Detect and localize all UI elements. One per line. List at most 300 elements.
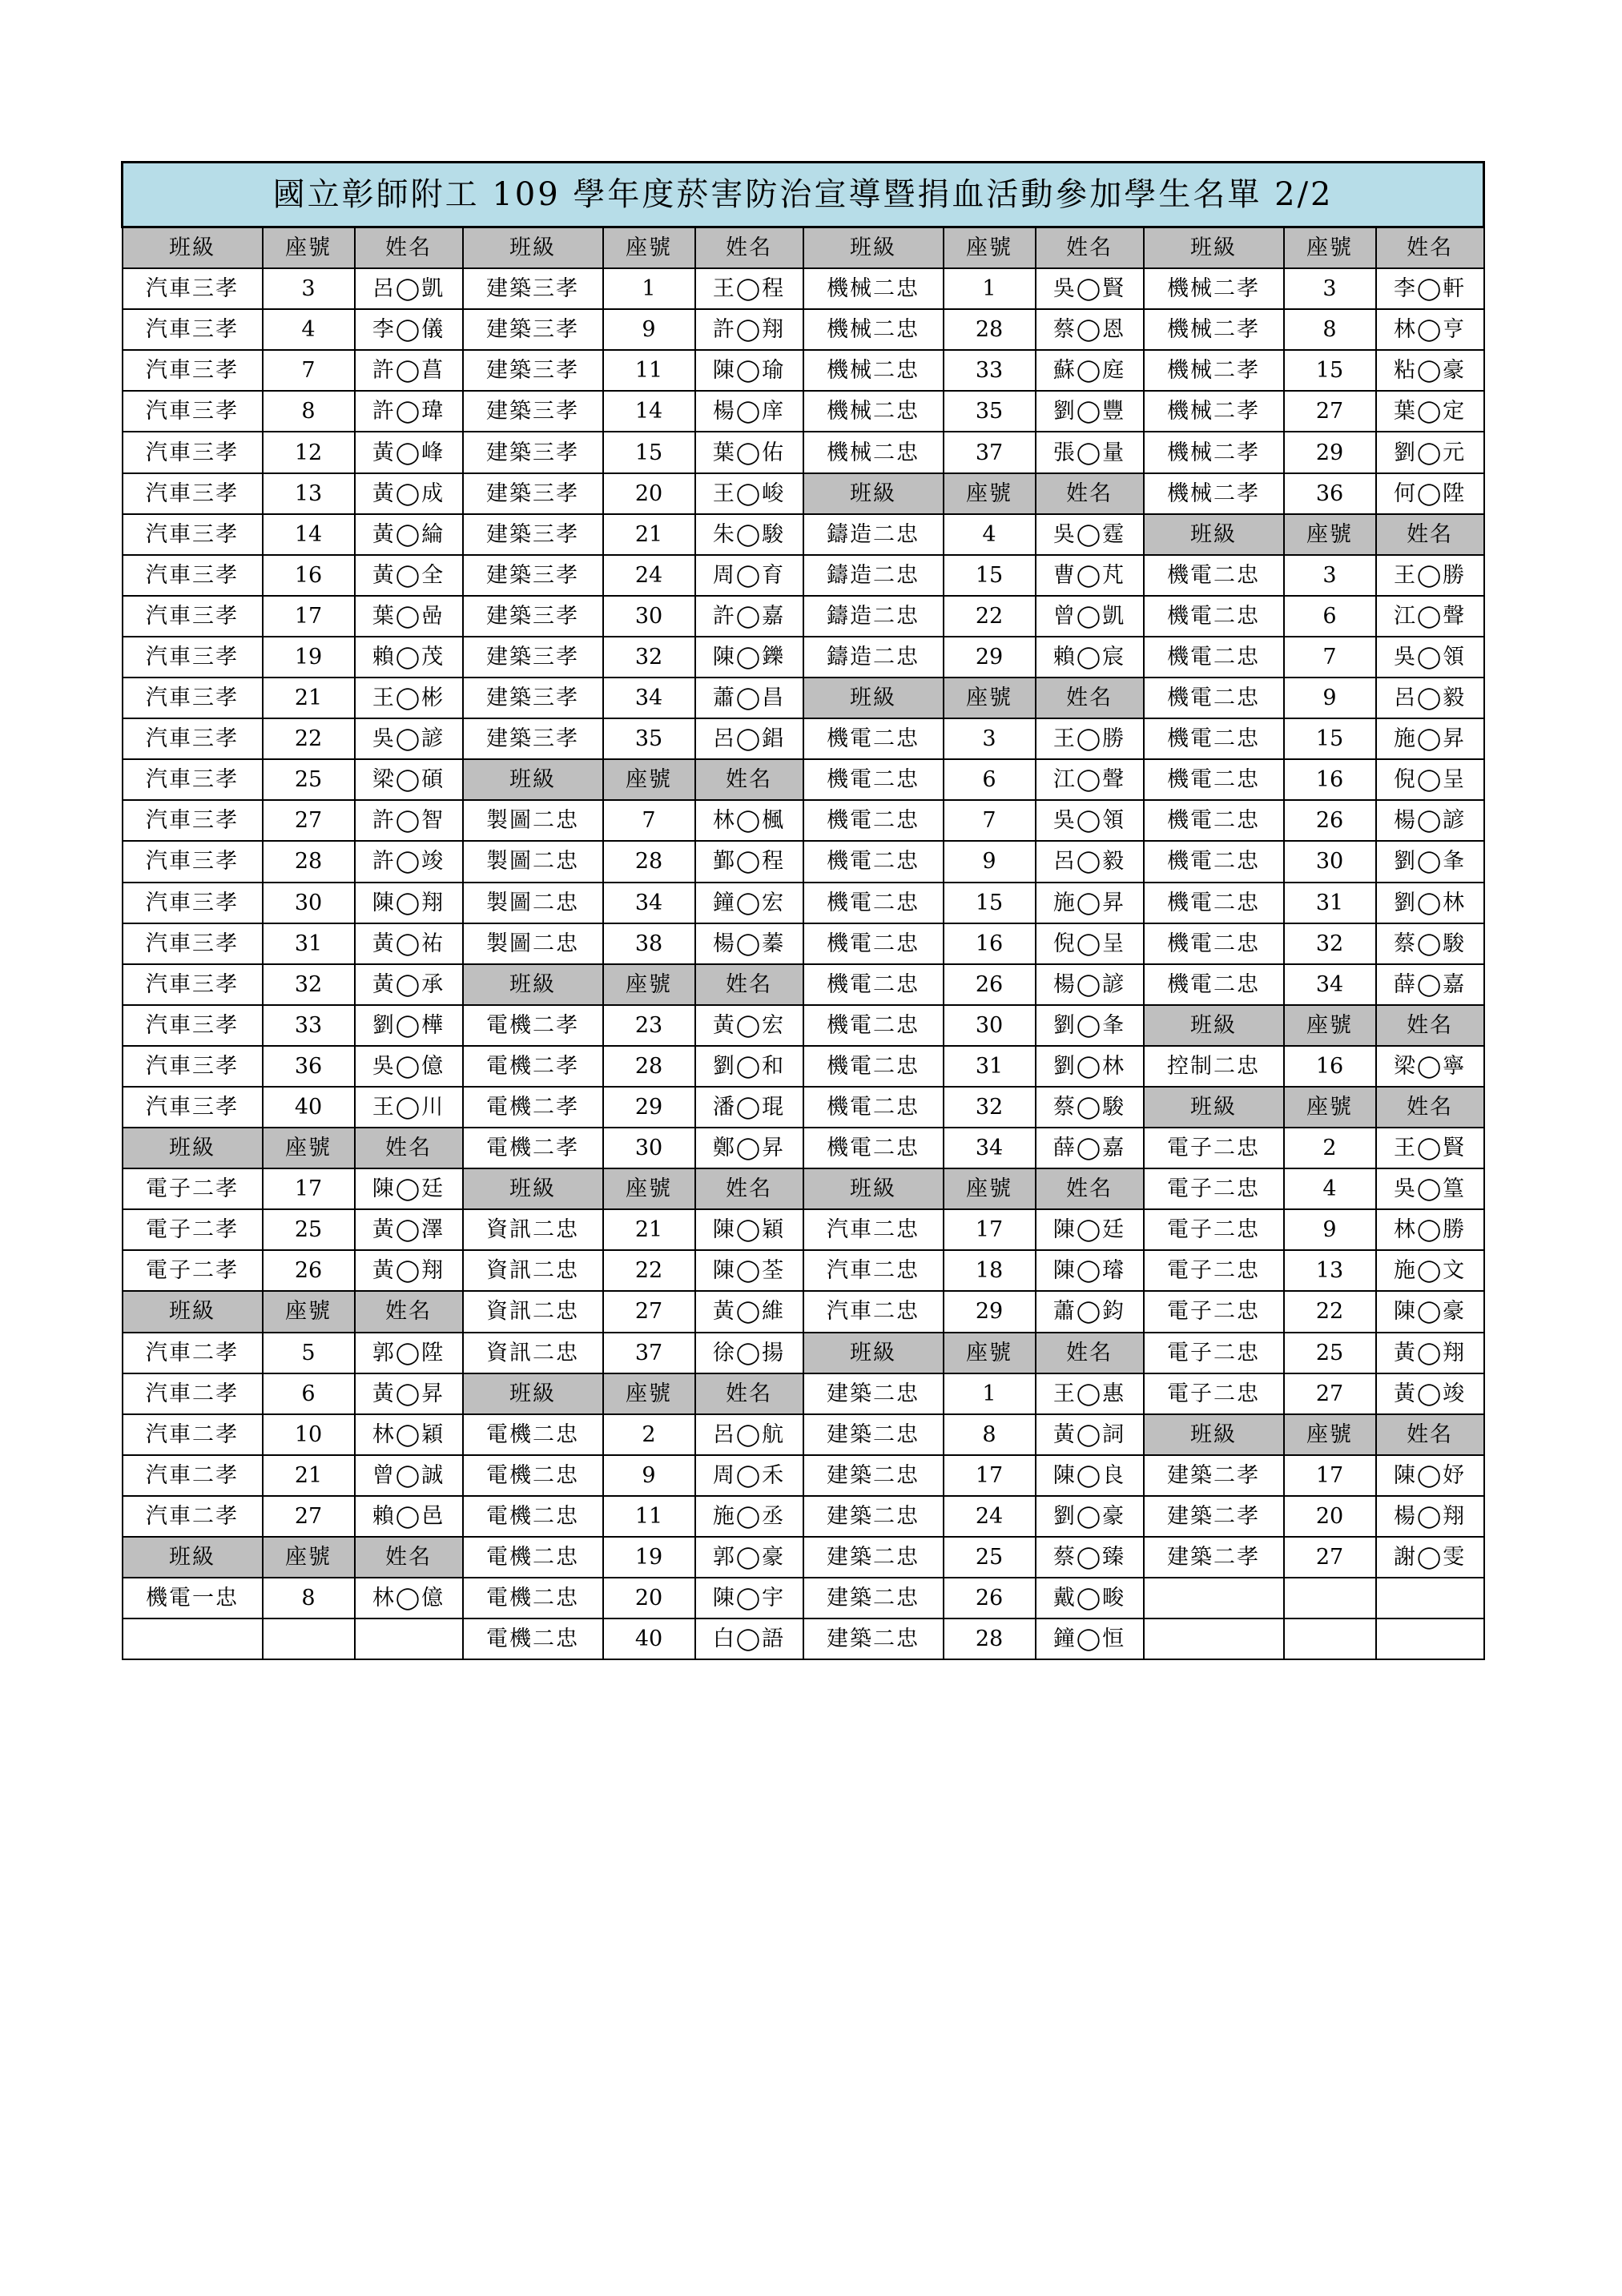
cell-name: 陳◯廷 bbox=[1036, 1209, 1144, 1250]
cell-class: 建築三孝 bbox=[463, 268, 603, 309]
cell-seat: 15 bbox=[944, 883, 1036, 923]
cell-seat: 6 bbox=[1284, 596, 1376, 637]
cell-class: 汽車三孝 bbox=[123, 1046, 263, 1087]
cell-seat: 15 bbox=[944, 555, 1036, 596]
table-row bbox=[123, 596, 1484, 637]
cell-class: 汽車二忠 bbox=[803, 1209, 944, 1250]
cell-seat: 29 bbox=[603, 1087, 695, 1128]
cell-class: 建築二忠 bbox=[803, 1496, 944, 1537]
column-header-class: 班級 bbox=[803, 473, 944, 514]
column-header-class: 班級 bbox=[123, 1537, 263, 1578]
cell-seat: 32 bbox=[603, 637, 695, 678]
cell-class: 建築二孝 bbox=[1144, 1496, 1284, 1537]
cell-seat: 15 bbox=[1284, 718, 1376, 759]
cell-class: 建築三孝 bbox=[463, 350, 603, 391]
cell-name: 蕭◯鈞 bbox=[1036, 1291, 1144, 1332]
column-header-class: 班級 bbox=[1144, 1087, 1284, 1128]
cell-class: 機械二忠 bbox=[803, 391, 944, 432]
cell-class: 汽車二忠 bbox=[803, 1291, 944, 1332]
cell-name: 施◯丞 bbox=[695, 1496, 803, 1537]
cell-class: 電子二忠 bbox=[1144, 1128, 1284, 1168]
column-header-seat: 座號 bbox=[263, 1128, 355, 1168]
cell-class: 建築三孝 bbox=[463, 596, 603, 637]
column-header-name: 姓名 bbox=[695, 227, 803, 269]
cell-class: 建築三孝 bbox=[463, 391, 603, 432]
table-row bbox=[123, 1087, 1484, 1128]
cell-name: 陳◯翔 bbox=[355, 883, 463, 923]
cell-seat: 22 bbox=[944, 596, 1036, 637]
cell-seat: 28 bbox=[944, 1618, 1036, 1659]
cell-class: 機械二孝 bbox=[1144, 473, 1284, 514]
column-header-name: 姓名 bbox=[1036, 1168, 1144, 1209]
cell-seat: 10 bbox=[263, 1414, 355, 1455]
cell-class: 汽車三孝 bbox=[123, 964, 263, 1005]
cell-name: 黃◯竣 bbox=[1376, 1373, 1484, 1414]
cell-name: 陳◯妤 bbox=[1376, 1455, 1484, 1496]
cell-name: 楊◯蓁 bbox=[695, 923, 803, 964]
cell-class: 機電一忠 bbox=[123, 1578, 263, 1618]
table-row bbox=[123, 1128, 1484, 1168]
cell-seat: 30 bbox=[603, 1128, 695, 1168]
cell-name: 黃◯維 bbox=[695, 1291, 803, 1332]
cell-name: 曹◯芃 bbox=[1036, 555, 1144, 596]
cell-class: 機電二忠 bbox=[1144, 555, 1284, 596]
cell-class: 控制二忠 bbox=[1144, 1046, 1284, 1087]
cell-name: 陳◯鑠 bbox=[695, 637, 803, 678]
cell-class: 汽車三孝 bbox=[123, 883, 263, 923]
cell-seat: 1 bbox=[603, 268, 695, 309]
cell-class: 機電二忠 bbox=[1144, 883, 1284, 923]
column-header-name: 姓名 bbox=[695, 759, 803, 800]
cell-name: 鄭◯昇 bbox=[695, 1128, 803, 1168]
cell-class: 機電二忠 bbox=[1144, 759, 1284, 800]
table-row bbox=[123, 800, 1484, 841]
cell-seat: 7 bbox=[944, 800, 1036, 841]
cell-class: 機械二忠 bbox=[803, 268, 944, 309]
column-header-class: 班級 bbox=[123, 1128, 263, 1168]
cell-name: 施◯文 bbox=[1376, 1250, 1484, 1291]
cell-name: 李◯軒 bbox=[1376, 268, 1484, 309]
cell-seat: 26 bbox=[944, 1578, 1036, 1618]
cell-seat: 3 bbox=[1284, 268, 1376, 309]
cell-class: 電機二忠 bbox=[463, 1537, 603, 1578]
cell-seat: 9 bbox=[603, 309, 695, 350]
cell-seat: 6 bbox=[263, 1373, 355, 1414]
column-header-seat: 座號 bbox=[1284, 1414, 1376, 1455]
cell-name: 梁◯寧 bbox=[1376, 1046, 1484, 1087]
column-header-name: 姓名 bbox=[1376, 1087, 1484, 1128]
cell-seat: 40 bbox=[263, 1087, 355, 1128]
cell-seat: 22 bbox=[1284, 1291, 1376, 1332]
column-header-name: 姓名 bbox=[355, 1128, 463, 1168]
cell-seat: 26 bbox=[944, 964, 1036, 1005]
cell-class: 機電二忠 bbox=[803, 800, 944, 841]
cell-name: 楊◯庠 bbox=[695, 391, 803, 432]
cell-name: 林◯勝 bbox=[1376, 1209, 1484, 1250]
cell-seat: 11 bbox=[603, 350, 695, 391]
column-header-name: 姓名 bbox=[1036, 227, 1144, 269]
cell-class: 汽車三孝 bbox=[123, 473, 263, 514]
cell-name: 葉◯佑 bbox=[695, 432, 803, 472]
cell-seat: 28 bbox=[603, 1046, 695, 1087]
cell-class: 建築二忠 bbox=[803, 1578, 944, 1618]
cell-name: 施◯昇 bbox=[1376, 718, 1484, 759]
cell-seat: 33 bbox=[263, 1005, 355, 1046]
cell-seat: 17 bbox=[263, 596, 355, 637]
cell-name: 郭◯豪 bbox=[695, 1537, 803, 1578]
cell-class: 建築三孝 bbox=[463, 309, 603, 350]
cell-seat: 3 bbox=[263, 268, 355, 309]
cell-seat: 9 bbox=[944, 841, 1036, 882]
cell-name: 鐘◯恒 bbox=[1036, 1618, 1144, 1659]
cell-class: 電子二孝 bbox=[123, 1250, 263, 1291]
cell-name: 李◯儀 bbox=[355, 309, 463, 350]
cell-seat: 6 bbox=[944, 759, 1036, 800]
table-row bbox=[123, 1455, 1484, 1496]
cell-class: 建築二忠 bbox=[803, 1414, 944, 1455]
cell-seat: 8 bbox=[263, 1578, 355, 1618]
cell-name: 林◯穎 bbox=[355, 1414, 463, 1455]
cell-class: 機電二忠 bbox=[1144, 800, 1284, 841]
cell-name: 施◯昇 bbox=[1036, 883, 1144, 923]
cell-seat: 7 bbox=[1284, 637, 1376, 678]
cell-class: 電子二忠 bbox=[1144, 1291, 1284, 1332]
cell-seat: 38 bbox=[603, 923, 695, 964]
cell-seat: 20 bbox=[1284, 1496, 1376, 1537]
cell-name: 周◯禾 bbox=[695, 1455, 803, 1496]
cell-seat: 4 bbox=[263, 309, 355, 350]
cell-name: 許◯竣 bbox=[355, 841, 463, 882]
column-header-class: 班級 bbox=[463, 1168, 603, 1209]
cell-name: 許◯翔 bbox=[695, 309, 803, 350]
column-header-seat: 座號 bbox=[603, 227, 695, 269]
cell-class bbox=[1144, 1618, 1284, 1659]
cell-name: 陳◯璿 bbox=[1036, 1250, 1144, 1291]
table-row bbox=[123, 350, 1484, 391]
cell-class: 機械二忠 bbox=[803, 350, 944, 391]
cell-name: 黃◯澤 bbox=[355, 1209, 463, 1250]
cell-seat: 25 bbox=[263, 759, 355, 800]
cell-seat: 37 bbox=[944, 432, 1036, 472]
cell-name: 許◯菖 bbox=[355, 350, 463, 391]
cell-class: 汽車三孝 bbox=[123, 1087, 263, 1128]
cell-class: 機電二忠 bbox=[803, 1046, 944, 1087]
cell-seat: 9 bbox=[1284, 678, 1376, 718]
cell-name: 呂◯凱 bbox=[355, 268, 463, 309]
cell-name: 賴◯茂 bbox=[355, 637, 463, 678]
cell-name: 劉◯豪 bbox=[1036, 1496, 1144, 1537]
cell-name bbox=[355, 1618, 463, 1659]
cell-name: 朱◯駿 bbox=[695, 514, 803, 555]
cell-class: 電子二忠 bbox=[1144, 1209, 1284, 1250]
table-row bbox=[123, 1046, 1484, 1087]
cell-class: 資訊二忠 bbox=[463, 1209, 603, 1250]
column-header-seat: 座號 bbox=[263, 1291, 355, 1332]
table-row bbox=[123, 1578, 1484, 1618]
cell-name: 許◯瑋 bbox=[355, 391, 463, 432]
cell-class: 電機二孝 bbox=[463, 1128, 603, 1168]
cell-name: 曾◯誠 bbox=[355, 1455, 463, 1496]
title-row bbox=[123, 163, 1484, 227]
cell-name: 楊◯諺 bbox=[1376, 800, 1484, 841]
cell-class: 建築三孝 bbox=[463, 514, 603, 555]
cell-class: 汽車二孝 bbox=[123, 1455, 263, 1496]
cell-seat: 32 bbox=[1284, 923, 1376, 964]
cell-class: 汽車三孝 bbox=[123, 678, 263, 718]
cell-class: 機械二忠 bbox=[803, 432, 944, 472]
cell-seat: 26 bbox=[1284, 800, 1376, 841]
cell-seat: 36 bbox=[263, 1046, 355, 1087]
cell-name: 黃◯宏 bbox=[695, 1005, 803, 1046]
table-row bbox=[123, 964, 1484, 1005]
cell-name: 呂◯航 bbox=[695, 1414, 803, 1455]
cell-seat bbox=[1284, 1578, 1376, 1618]
column-header-name: 姓名 bbox=[695, 1373, 803, 1414]
column-header-seat: 座號 bbox=[263, 227, 355, 269]
cell-seat: 16 bbox=[263, 555, 355, 596]
cell-class: 建築三孝 bbox=[463, 432, 603, 472]
table-row bbox=[123, 1209, 1484, 1250]
column-header-class: 班級 bbox=[1144, 227, 1284, 269]
cell-class: 製圖二忠 bbox=[463, 841, 603, 882]
column-header-name: 姓名 bbox=[355, 1537, 463, 1578]
cell-class: 汽車三孝 bbox=[123, 841, 263, 882]
cell-class: 機械二孝 bbox=[1144, 268, 1284, 309]
cell-name: 賴◯宸 bbox=[1036, 637, 1144, 678]
column-header-name: 姓名 bbox=[695, 1168, 803, 1209]
cell-name: 楊◯翔 bbox=[1376, 1496, 1484, 1537]
cell-seat: 22 bbox=[603, 1250, 695, 1291]
cell-class: 汽車三孝 bbox=[123, 432, 263, 472]
cell-class: 汽車三孝 bbox=[123, 596, 263, 637]
cell-class: 機電二忠 bbox=[803, 964, 944, 1005]
cell-seat: 21 bbox=[263, 1455, 355, 1496]
table-row bbox=[123, 883, 1484, 923]
cell-name: 吳◯賢 bbox=[1036, 268, 1144, 309]
cell-name: 王◯惠 bbox=[1036, 1373, 1144, 1414]
cell-name: 劉◯元 bbox=[1376, 432, 1484, 472]
cell-name: 蔡◯駿 bbox=[1036, 1087, 1144, 1128]
cell-name: 黃◯全 bbox=[355, 555, 463, 596]
cell-seat: 24 bbox=[603, 555, 695, 596]
cell-seat: 4 bbox=[1284, 1168, 1376, 1209]
cell-seat: 36 bbox=[1284, 473, 1376, 514]
cell-seat: 5 bbox=[263, 1333, 355, 1373]
cell-name: 林◯億 bbox=[355, 1578, 463, 1618]
cell-seat: 11 bbox=[603, 1496, 695, 1537]
cell-name: 粘◯豪 bbox=[1376, 350, 1484, 391]
cell-seat: 21 bbox=[603, 1209, 695, 1250]
cell-seat: 7 bbox=[603, 800, 695, 841]
cell-seat: 31 bbox=[944, 1046, 1036, 1087]
table-row bbox=[123, 1005, 1484, 1046]
cell-seat: 32 bbox=[263, 964, 355, 1005]
cell-class: 汽車二孝 bbox=[123, 1414, 263, 1455]
cell-class: 汽車三孝 bbox=[123, 759, 263, 800]
cell-name: 呂◯毅 bbox=[1376, 678, 1484, 718]
cell-class: 電機二忠 bbox=[463, 1496, 603, 1537]
cell-name: 王◯川 bbox=[355, 1087, 463, 1128]
table-row bbox=[123, 1291, 1484, 1332]
cell-class: 機械二孝 bbox=[1144, 309, 1284, 350]
cell-class: 機電二忠 bbox=[803, 1087, 944, 1128]
cell-class: 汽車三孝 bbox=[123, 268, 263, 309]
cell-class: 資訊二忠 bbox=[463, 1291, 603, 1332]
cell-seat: 15 bbox=[1284, 350, 1376, 391]
cell-seat: 19 bbox=[603, 1537, 695, 1578]
cell-name: 陳◯豪 bbox=[1376, 1291, 1484, 1332]
cell-seat: 8 bbox=[1284, 309, 1376, 350]
cell-class: 機電二忠 bbox=[1144, 841, 1284, 882]
cell-name: 王◯賢 bbox=[1376, 1128, 1484, 1168]
table-row bbox=[123, 309, 1484, 350]
cell-name: 蔡◯駿 bbox=[1376, 923, 1484, 964]
cell-seat: 4 bbox=[944, 514, 1036, 555]
column-header-name: 姓名 bbox=[1036, 473, 1144, 514]
cell-seat: 24 bbox=[944, 1496, 1036, 1537]
cell-name: 黃◯成 bbox=[355, 473, 463, 514]
cell-seat: 17 bbox=[944, 1455, 1036, 1496]
cell-class: 機電二忠 bbox=[803, 1128, 944, 1168]
cell-class: 建築二忠 bbox=[803, 1537, 944, 1578]
cell-seat: 34 bbox=[603, 883, 695, 923]
column-header-name: 姓名 bbox=[1376, 227, 1484, 269]
cell-class: 機電二忠 bbox=[1144, 964, 1284, 1005]
cell-class: 汽車三孝 bbox=[123, 391, 263, 432]
cell-name: 吳◯篁 bbox=[1376, 1168, 1484, 1209]
page-title: 國立彰師附工 109 學年度菸害防治宣導暨捐血活動參加學生名單 2/2 bbox=[123, 163, 1484, 227]
cell-seat: 27 bbox=[1284, 1373, 1376, 1414]
cell-name: 鄞◯程 bbox=[695, 841, 803, 882]
cell-seat: 17 bbox=[1284, 1455, 1376, 1496]
column-header-seat: 座號 bbox=[1284, 1005, 1376, 1046]
cell-class: 製圖二忠 bbox=[463, 883, 603, 923]
cell-class: 機電二忠 bbox=[803, 759, 944, 800]
cell-name bbox=[1376, 1618, 1484, 1659]
cell-seat: 1 bbox=[944, 268, 1036, 309]
cell-seat: 33 bbox=[944, 350, 1036, 391]
column-header-class: 班級 bbox=[1144, 514, 1284, 555]
cell-seat: 20 bbox=[603, 1578, 695, 1618]
cell-name: 吳◯霆 bbox=[1036, 514, 1144, 555]
column-header-class: 班級 bbox=[803, 1168, 944, 1209]
cell-seat: 16 bbox=[1284, 759, 1376, 800]
column-header-seat: 座號 bbox=[603, 1373, 695, 1414]
cell-seat: 28 bbox=[263, 841, 355, 882]
cell-seat: 28 bbox=[603, 841, 695, 882]
column-header-seat: 座號 bbox=[1284, 514, 1376, 555]
cell-class: 建築二忠 bbox=[803, 1455, 944, 1496]
table-row bbox=[123, 637, 1484, 678]
table-row bbox=[123, 1537, 1484, 1578]
table-row bbox=[123, 1414, 1484, 1455]
table-row bbox=[123, 268, 1484, 309]
cell-class: 汽車二孝 bbox=[123, 1333, 263, 1373]
cell-seat: 29 bbox=[944, 1291, 1036, 1332]
cell-class: 汽車二孝 bbox=[123, 1496, 263, 1537]
table-row bbox=[123, 1618, 1484, 1659]
cell-class: 建築三孝 bbox=[463, 637, 603, 678]
cell-name: 薛◯嘉 bbox=[1036, 1128, 1144, 1168]
column-header-seat: 座號 bbox=[603, 964, 695, 1005]
cell-name: 陳◯宇 bbox=[695, 1578, 803, 1618]
cell-name: 周◯育 bbox=[695, 555, 803, 596]
cell-name: 劉◯夆 bbox=[1376, 841, 1484, 882]
cell-class: 電機二忠 bbox=[463, 1578, 603, 1618]
cell-class: 電子二忠 bbox=[1144, 1168, 1284, 1209]
cell-name: 呂◯錩 bbox=[695, 718, 803, 759]
cell-name: 王◯勝 bbox=[1376, 555, 1484, 596]
cell-seat: 15 bbox=[603, 432, 695, 472]
cell-name: 黃◯祐 bbox=[355, 923, 463, 964]
table-row bbox=[123, 1168, 1484, 1209]
column-header-name: 姓名 bbox=[1036, 1333, 1144, 1373]
cell-seat: 29 bbox=[1284, 432, 1376, 472]
cell-name: 劉◯樺 bbox=[355, 1005, 463, 1046]
cell-name: 王◯峻 bbox=[695, 473, 803, 514]
column-header-class: 班級 bbox=[803, 678, 944, 718]
cell-class: 電機二孝 bbox=[463, 1046, 603, 1087]
cell-seat: 27 bbox=[263, 800, 355, 841]
cell-name: 黃◯綸 bbox=[355, 514, 463, 555]
cell-seat: 16 bbox=[944, 923, 1036, 964]
cell-seat: 19 bbox=[263, 637, 355, 678]
cell-name: 吳◯諺 bbox=[355, 718, 463, 759]
cell-class: 建築三孝 bbox=[463, 718, 603, 759]
cell-class: 鑄造二忠 bbox=[803, 514, 944, 555]
cell-class: 電機二孝 bbox=[463, 1005, 603, 1046]
cell-seat: 32 bbox=[944, 1087, 1036, 1128]
cell-class: 汽車二孝 bbox=[123, 1373, 263, 1414]
cell-class: 機電二忠 bbox=[1144, 596, 1284, 637]
cell-name: 黃◯翔 bbox=[1376, 1333, 1484, 1373]
cell-seat: 31 bbox=[263, 923, 355, 964]
cell-class: 汽車三孝 bbox=[123, 514, 263, 555]
table-row bbox=[123, 718, 1484, 759]
column-header-class: 班級 bbox=[1144, 1414, 1284, 1455]
cell-seat: 29 bbox=[944, 637, 1036, 678]
cell-name: 林◯楓 bbox=[695, 800, 803, 841]
column-header-name: 姓名 bbox=[355, 227, 463, 269]
cell-seat: 8 bbox=[944, 1414, 1036, 1455]
cell-class: 資訊二忠 bbox=[463, 1333, 603, 1373]
column-header-class: 班級 bbox=[463, 759, 603, 800]
column-header-seat: 座號 bbox=[1284, 227, 1376, 269]
table-row bbox=[123, 391, 1484, 432]
cell-name: 蔡◯臻 bbox=[1036, 1537, 1144, 1578]
cell-name: 劉◯林 bbox=[1376, 883, 1484, 923]
cell-class: 電機二忠 bbox=[463, 1455, 603, 1496]
cell-seat: 23 bbox=[603, 1005, 695, 1046]
cell-name: 陳◯荃 bbox=[695, 1250, 803, 1291]
cell-seat: 25 bbox=[944, 1537, 1036, 1578]
column-header-name: 姓名 bbox=[1376, 514, 1484, 555]
cell-name: 倪◯呈 bbox=[1036, 923, 1144, 964]
cell-class: 汽車三孝 bbox=[123, 555, 263, 596]
participant-list-table bbox=[121, 161, 1485, 1660]
cell-class: 電子二忠 bbox=[1144, 1373, 1284, 1414]
cell-name: 劉◯豐 bbox=[1036, 391, 1144, 432]
table-body bbox=[123, 163, 1484, 1660]
cell-name: 呂◯毅 bbox=[1036, 841, 1144, 882]
cell-name: 楊◯諺 bbox=[1036, 964, 1144, 1005]
cell-name: 江◯聲 bbox=[1036, 759, 1144, 800]
cell-seat: 8 bbox=[263, 391, 355, 432]
cell-name: 江◯聲 bbox=[1376, 596, 1484, 637]
cell-class: 電子二忠 bbox=[1144, 1250, 1284, 1291]
column-header-name: 姓名 bbox=[695, 964, 803, 1005]
cell-class: 電子二孝 bbox=[123, 1168, 263, 1209]
